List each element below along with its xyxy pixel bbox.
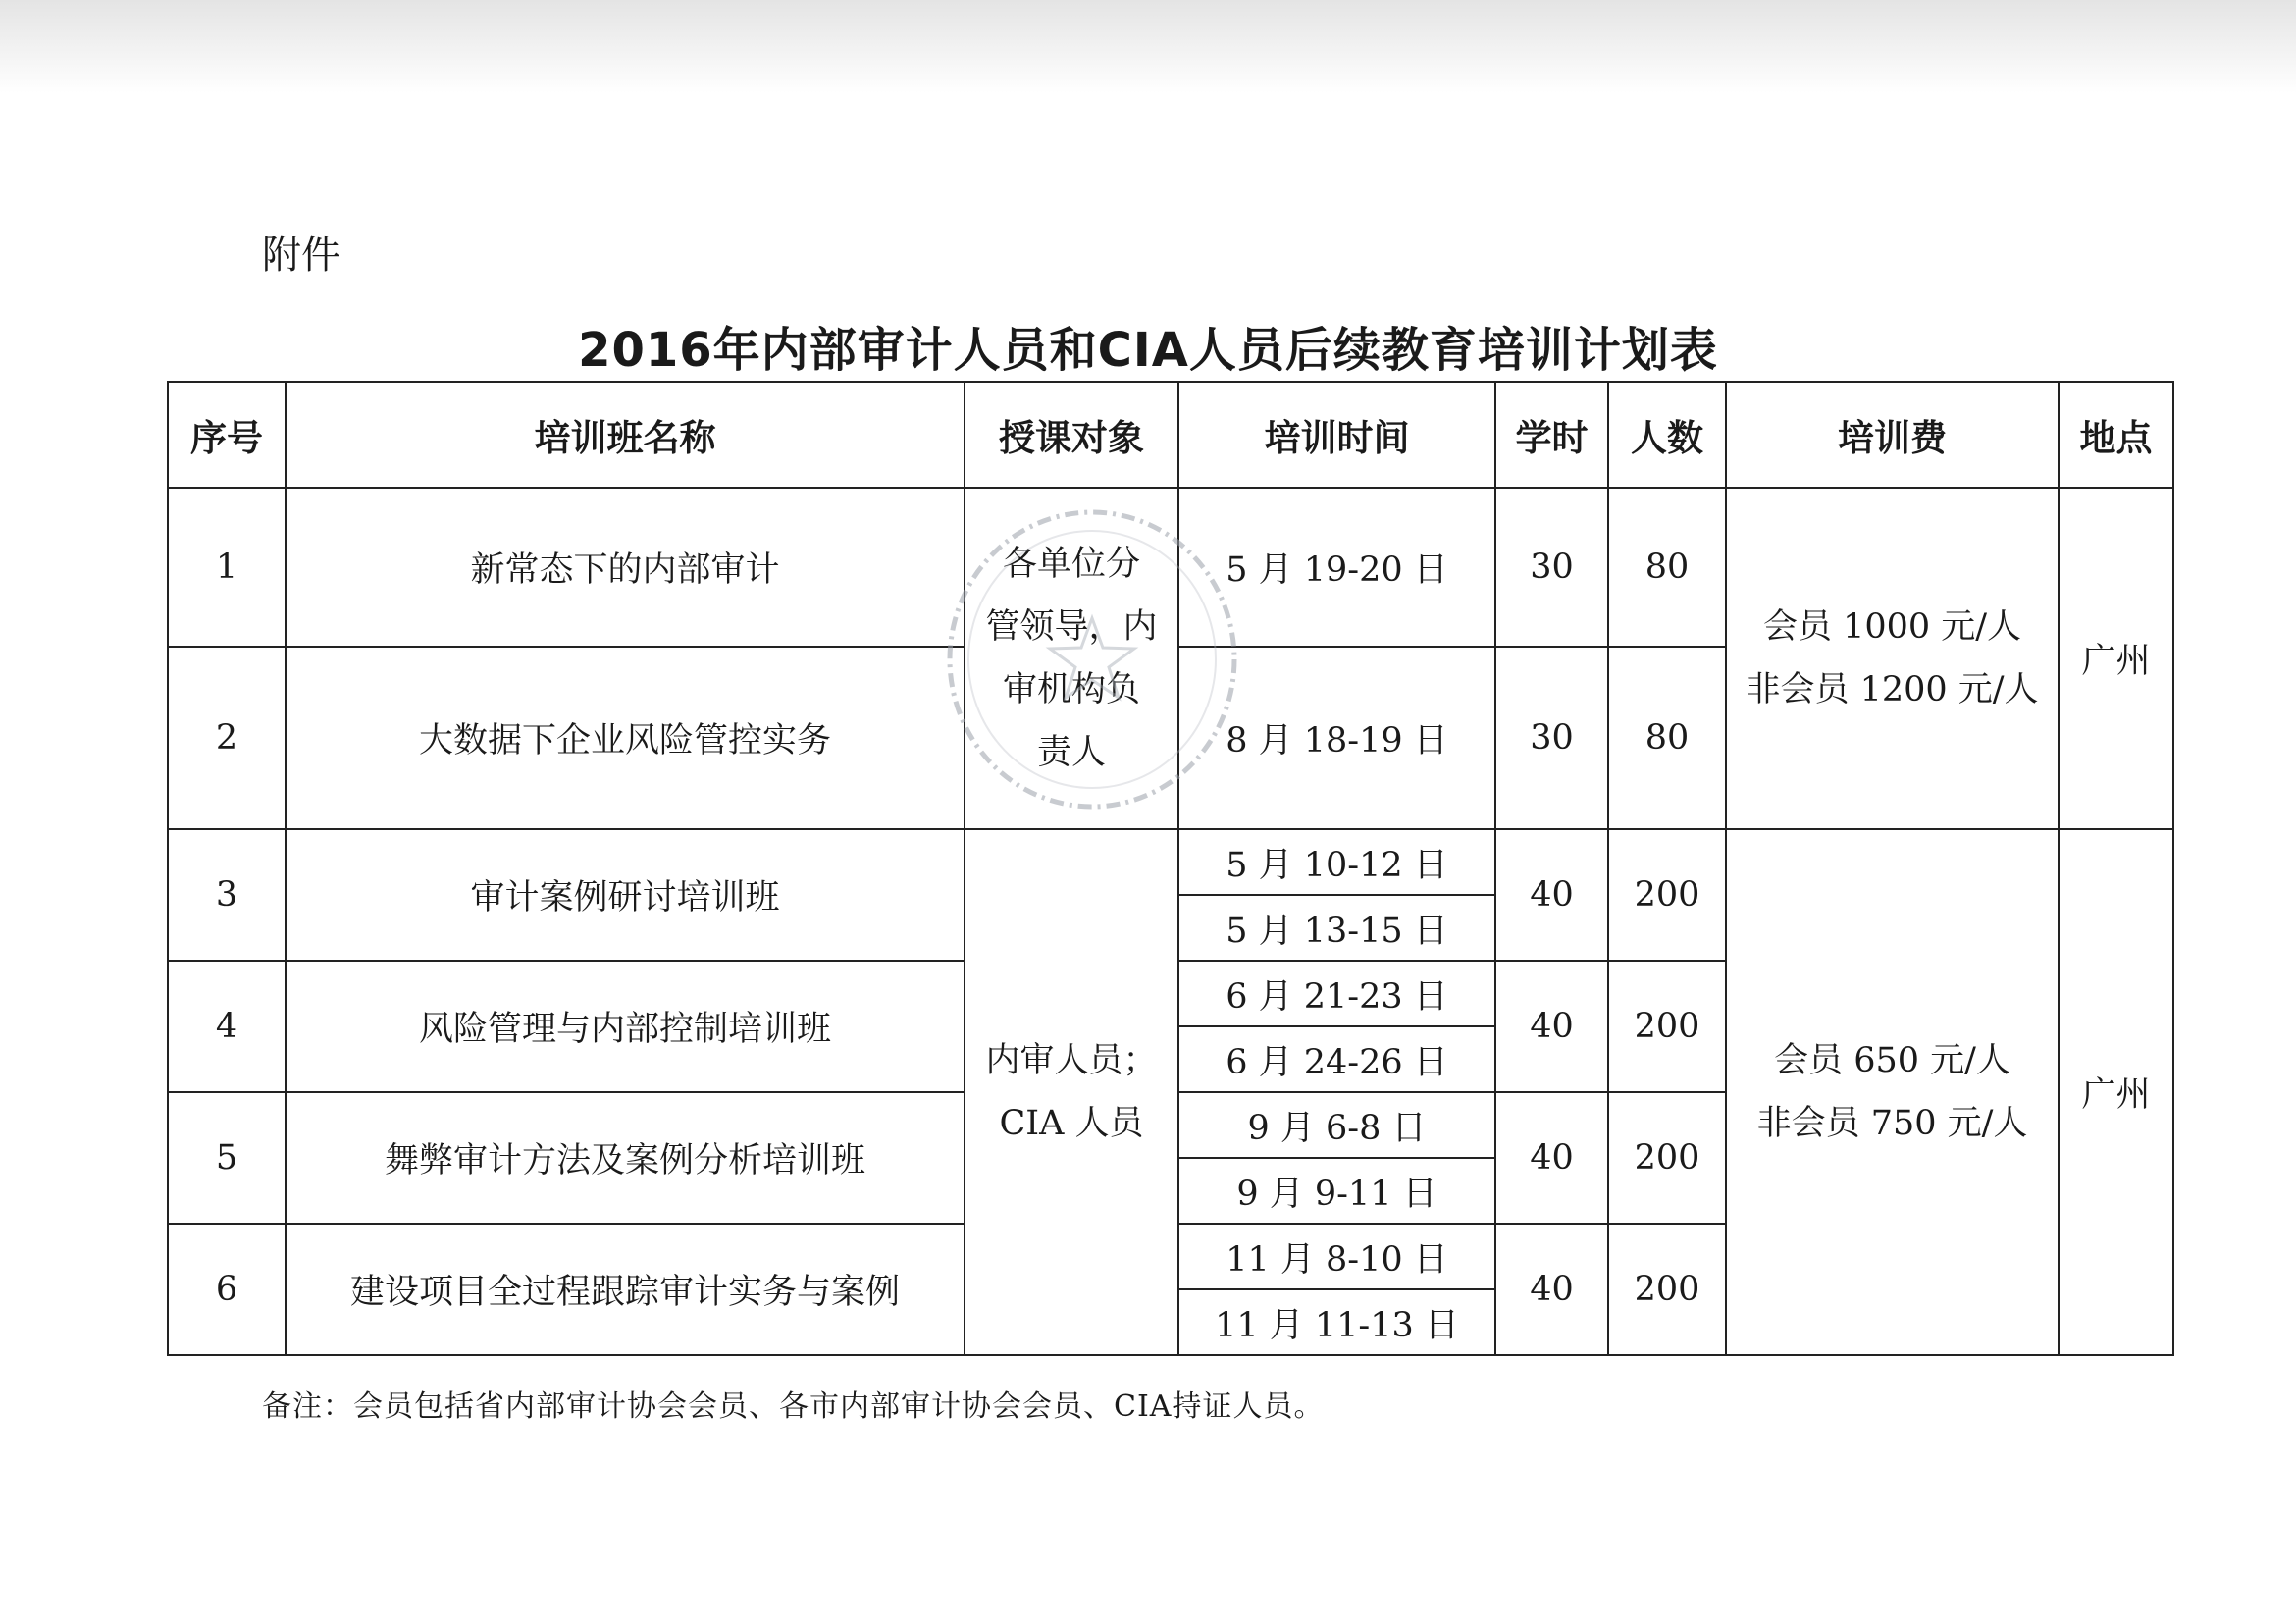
target-group1 xyxy=(965,488,1178,829)
target-line: 审机构负 xyxy=(1002,670,1140,709)
row-no: 1 xyxy=(168,488,286,647)
row-course-name: 新常态下的内部审计 xyxy=(286,488,965,647)
fee-non-member: 非会员 750 元/人 xyxy=(1756,1104,2028,1143)
fee-member: 会员 650 元/人 xyxy=(1774,1041,2010,1080)
table-row xyxy=(168,829,2173,895)
header-hours: 学时 xyxy=(1495,382,1608,488)
row-no: 4 xyxy=(168,961,286,1092)
target-line: 管领导，内 xyxy=(985,607,1158,647)
row-time: 9 月 9-11 日 xyxy=(1178,1158,1495,1224)
header-fee: 培训费 xyxy=(1726,382,2059,488)
row-count: 200 xyxy=(1608,829,1726,961)
place-group1: 广州 xyxy=(2059,488,2173,829)
place-group2: 广州 xyxy=(2059,829,2173,1355)
fee-group1 xyxy=(1726,488,2059,829)
row-hours: 30 xyxy=(1495,647,1608,829)
header-name: 培训班名称 xyxy=(286,382,965,488)
row-time: 8 月 18-19 日 xyxy=(1178,647,1495,829)
header-time: 培训时间 xyxy=(1178,382,1495,488)
row-hours: 40 xyxy=(1495,961,1608,1092)
row-time: 9 月 6-8 日 xyxy=(1178,1092,1495,1158)
target-line: CIA 人员 xyxy=(999,1104,1144,1143)
row-no: 6 xyxy=(168,1224,286,1355)
header-no: 序号 xyxy=(168,382,286,488)
row-time: 11 月 8-10 日 xyxy=(1178,1224,1495,1289)
row-no: 3 xyxy=(168,829,286,961)
row-course-name: 风险管理与内部控制培训班 xyxy=(286,961,965,1092)
row-hours: 40 xyxy=(1495,1092,1608,1224)
row-count: 80 xyxy=(1608,488,1726,647)
row-course-name: 舞弊审计方法及案例分析培训班 xyxy=(286,1092,965,1224)
row-count: 200 xyxy=(1608,1224,1726,1355)
row-count: 200 xyxy=(1608,961,1726,1092)
row-no: 5 xyxy=(168,1092,286,1224)
fee-member: 会员 1000 元/人 xyxy=(1762,607,2022,647)
footnote: 备注：会员包括省内部审计协会会员、各市内部审计协会会员、CIA持证人员。 xyxy=(262,1389,1325,1424)
row-count: 80 xyxy=(1608,647,1726,829)
row-time: 5 月 10-12 日 xyxy=(1178,829,1495,895)
row-course-name: 大数据下企业风险管控实务 xyxy=(286,647,965,829)
header-place: 地点 xyxy=(2059,382,2173,488)
target-line: 内审人员； xyxy=(985,1041,1158,1080)
page-title: 2016年内部审计人员和CIA人员后续教育培训计划表 xyxy=(578,323,1718,378)
table-header-row xyxy=(168,382,2173,488)
target-group2 xyxy=(965,829,1178,1355)
row-hours: 30 xyxy=(1495,488,1608,647)
row-time: 6 月 21-23 日 xyxy=(1178,961,1495,1026)
target-line: 各单位分 xyxy=(1002,545,1140,584)
target-line: 责人 xyxy=(1036,733,1106,772)
table-row xyxy=(168,488,2173,647)
row-time: 11 月 11-13 日 xyxy=(1178,1289,1495,1355)
fee-non-member: 非会员 1200 元/人 xyxy=(1746,670,2039,709)
attachment-label: 附件 xyxy=(262,233,340,278)
row-course-name: 审计案例研讨培训班 xyxy=(286,829,965,961)
row-time: 5 月 19-20 日 xyxy=(1178,488,1495,647)
row-time: 6 月 24-26 日 xyxy=(1178,1026,1495,1092)
row-hours: 40 xyxy=(1495,1224,1608,1355)
scan-top-band xyxy=(0,0,2296,93)
header-count: 人数 xyxy=(1608,382,1726,488)
header-target: 授课对象 xyxy=(965,382,1178,488)
row-hours: 40 xyxy=(1495,829,1608,961)
row-course-name: 建设项目全过程跟踪审计实务与案例 xyxy=(286,1224,965,1355)
training-plan-table xyxy=(167,381,2174,1356)
row-time: 5 月 13-15 日 xyxy=(1178,895,1495,961)
row-count: 200 xyxy=(1608,1092,1726,1224)
row-no: 2 xyxy=(168,647,286,829)
fee-group2 xyxy=(1726,829,2059,1355)
